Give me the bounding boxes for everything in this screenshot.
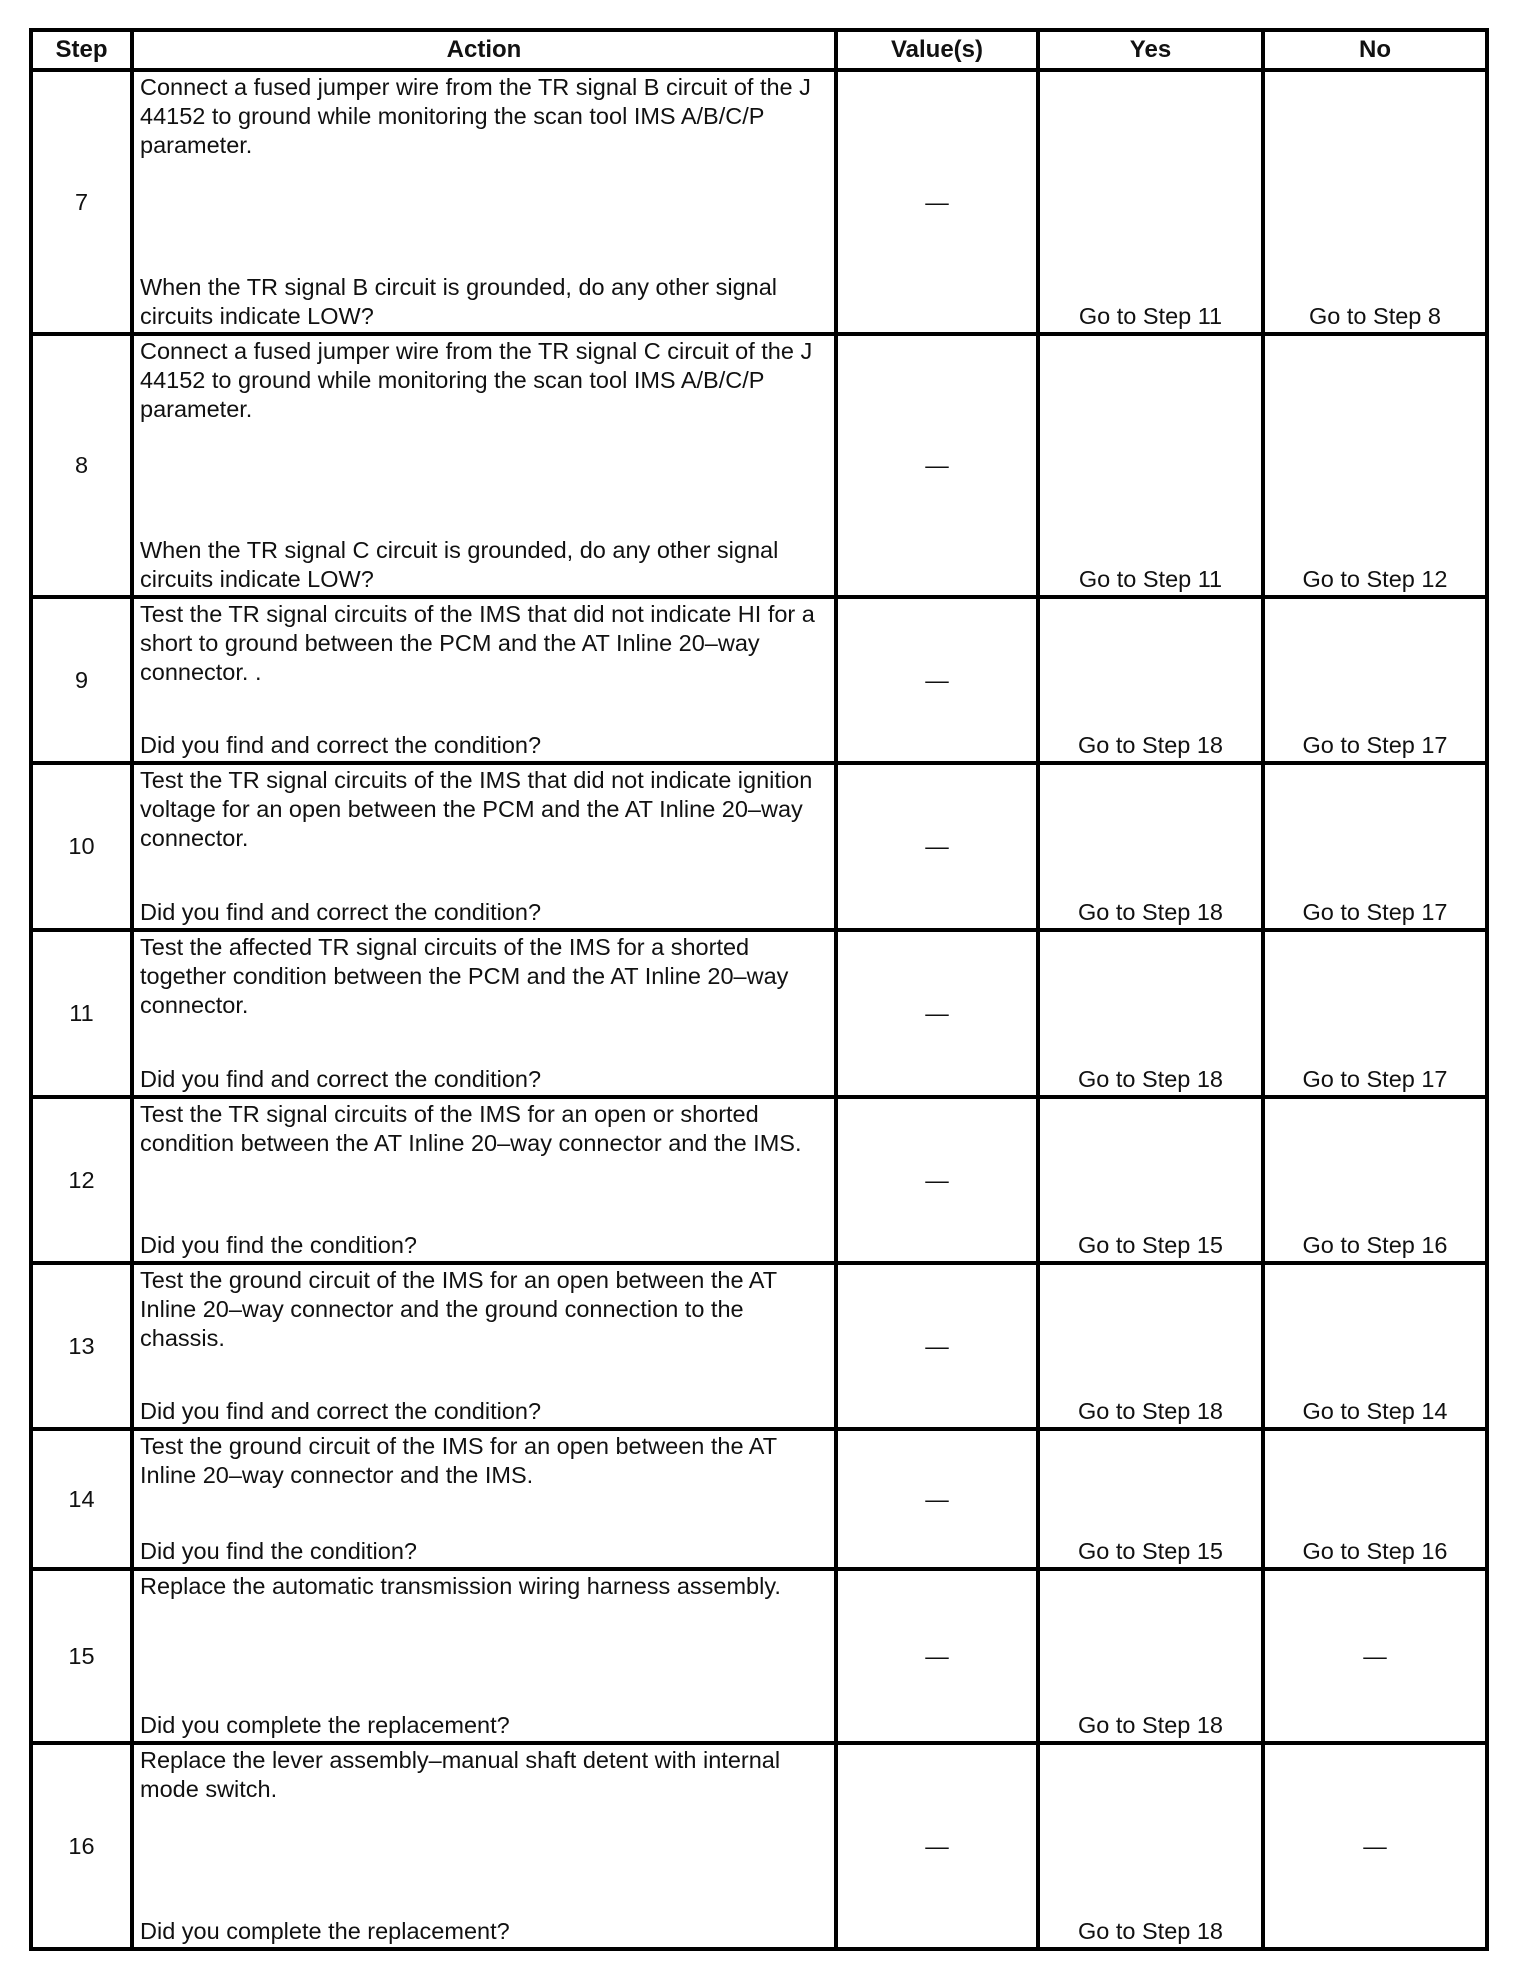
action-instruction: Test the TR signal circuits of the IMS that did not indicate HI for a short to ground between the PCM and the AT Inline 20–way connector. . bbox=[140, 601, 815, 685]
action-question: Did you complete the replacement? bbox=[140, 1918, 510, 1944]
step-number: 12 bbox=[31, 1097, 132, 1263]
diagnostic-steps-table bbox=[29, 28, 1489, 1951]
action-instruction: Test the ground circuit of the IMS for an open between the AT Inline 20–way connector and the IMS. bbox=[140, 1433, 777, 1488]
table-row-step-8 bbox=[31, 334, 1487, 597]
yes-result: Go to Step 11 bbox=[1038, 334, 1263, 597]
diagnostic-table-container bbox=[29, 28, 1485, 1951]
action-instruction: Test the TR signal circuits of the IMS that did not indicate ignition voltage for an open between the PCM and the AT Inline 20–way connector. bbox=[140, 767, 813, 851]
yes-result: Go to Step 18 bbox=[1038, 763, 1263, 930]
no-result: Go to Step 8 bbox=[1263, 70, 1487, 334]
action-question: When the TR signal B circuit is grounded, do any other signal circuits indicate LOW? bbox=[140, 274, 778, 329]
action-question: Did you find the condition? bbox=[140, 1232, 417, 1258]
table-row-step-13 bbox=[31, 1263, 1487, 1429]
no-result: Go to Step 17 bbox=[1263, 930, 1487, 1097]
table-row-step-16 bbox=[31, 1743, 1487, 1949]
no-result: Go to Step 14 bbox=[1263, 1263, 1487, 1429]
no-result: Go to Step 16 bbox=[1263, 1429, 1487, 1569]
action-question: Did you find and correct the condition? bbox=[140, 1066, 542, 1092]
no-result: Go to Step 17 bbox=[1263, 597, 1487, 763]
step-number: 9 bbox=[31, 597, 132, 763]
action-cell bbox=[132, 1429, 836, 1569]
yes-result: Go to Step 18 bbox=[1038, 930, 1263, 1097]
header-no: No bbox=[1263, 30, 1487, 70]
yes-result: Go to Step 18 bbox=[1038, 1263, 1263, 1429]
action-question: Did you find and correct the condition? bbox=[140, 899, 542, 925]
action-cell bbox=[132, 763, 836, 930]
step-number: 7 bbox=[31, 70, 132, 334]
table-row-step-7 bbox=[31, 70, 1487, 334]
action-instruction: Connect a fused jumper wire from the TR signal C circuit of the J 44152 to ground while monitoring the scan tool IMS A/B/C/P parameter. bbox=[140, 338, 813, 422]
table-row-step-11 bbox=[31, 930, 1487, 1097]
action-instruction: Test the ground circuit of the IMS for an open between the AT Inline 20–way connector and the ground connection to the chassis. bbox=[140, 1267, 777, 1351]
header-yes: Yes bbox=[1038, 30, 1263, 70]
action-cell bbox=[132, 1743, 836, 1949]
action-question: Did you find and correct the condition? bbox=[140, 732, 542, 758]
table-row-step-9 bbox=[31, 597, 1487, 763]
table-header-row bbox=[31, 30, 1487, 70]
header-action: Action bbox=[132, 30, 836, 70]
value-cell: — bbox=[836, 1263, 1038, 1429]
table-row-step-12 bbox=[31, 1097, 1487, 1263]
value-cell: — bbox=[836, 1097, 1038, 1263]
value-cell: — bbox=[836, 930, 1038, 1097]
yes-result: Go to Step 18 bbox=[1038, 1569, 1263, 1743]
value-cell: — bbox=[836, 334, 1038, 597]
no-result: Go to Step 16 bbox=[1263, 1097, 1487, 1263]
action-cell bbox=[132, 1263, 836, 1429]
action-cell bbox=[132, 1569, 836, 1743]
action-instruction: Replace the lever assembly–manual shaft detent with internal mode switch. bbox=[140, 1747, 781, 1802]
no-result: — bbox=[1263, 1743, 1487, 1949]
step-number: 11 bbox=[31, 930, 132, 1097]
value-cell: — bbox=[836, 597, 1038, 763]
yes-result: Go to Step 11 bbox=[1038, 70, 1263, 334]
value-cell: — bbox=[836, 763, 1038, 930]
step-number: 8 bbox=[31, 334, 132, 597]
table-row-step-14 bbox=[31, 1429, 1487, 1569]
step-number: 13 bbox=[31, 1263, 132, 1429]
table-row-step-15 bbox=[31, 1569, 1487, 1743]
action-cell bbox=[132, 597, 836, 763]
step-number: 14 bbox=[31, 1429, 132, 1569]
action-instruction: Test the affected TR signal circuits of the IMS for a shorted together condition between the PCM and the AT Inline 20–way connector. bbox=[140, 934, 789, 1018]
value-cell: — bbox=[836, 1569, 1038, 1743]
action-cell bbox=[132, 1097, 836, 1263]
yes-result: Go to Step 15 bbox=[1038, 1097, 1263, 1263]
action-instruction: Connect a fused jumper wire from the TR signal B circuit of the J 44152 to ground while monitoring the scan tool IMS A/B/C/P parameter. bbox=[140, 74, 811, 158]
yes-result: Go to Step 18 bbox=[1038, 1743, 1263, 1949]
no-result: Go to Step 17 bbox=[1263, 763, 1487, 930]
value-cell: — bbox=[836, 70, 1038, 334]
step-number: 10 bbox=[31, 763, 132, 930]
table-row-step-10 bbox=[31, 763, 1487, 930]
yes-result: Go to Step 18 bbox=[1038, 597, 1263, 763]
no-result: — bbox=[1263, 1569, 1487, 1743]
action-cell bbox=[132, 334, 836, 597]
action-question: Did you find and correct the condition? bbox=[140, 1398, 542, 1424]
step-number: 15 bbox=[31, 1569, 132, 1743]
action-instruction: Replace the automatic transmission wiring harness assembly. bbox=[140, 1573, 781, 1599]
no-result: Go to Step 12 bbox=[1263, 334, 1487, 597]
action-cell bbox=[132, 930, 836, 1097]
yes-result: Go to Step 15 bbox=[1038, 1429, 1263, 1569]
action-question: Did you complete the replacement? bbox=[140, 1712, 510, 1738]
header-values: Value(s) bbox=[836, 30, 1038, 70]
action-question: Did you find the condition? bbox=[140, 1538, 417, 1564]
value-cell: — bbox=[836, 1429, 1038, 1569]
value-cell: — bbox=[836, 1743, 1038, 1949]
action-instruction: Test the TR signal circuits of the IMS for an open or shorted condition between the AT Inline 20–way connector and the IMS. bbox=[140, 1101, 802, 1156]
header-step: Step bbox=[31, 30, 132, 70]
step-number: 16 bbox=[31, 1743, 132, 1949]
action-cell bbox=[132, 70, 836, 334]
action-question: When the TR signal C circuit is grounded, do any other signal circuits indicate LOW? bbox=[140, 537, 779, 592]
